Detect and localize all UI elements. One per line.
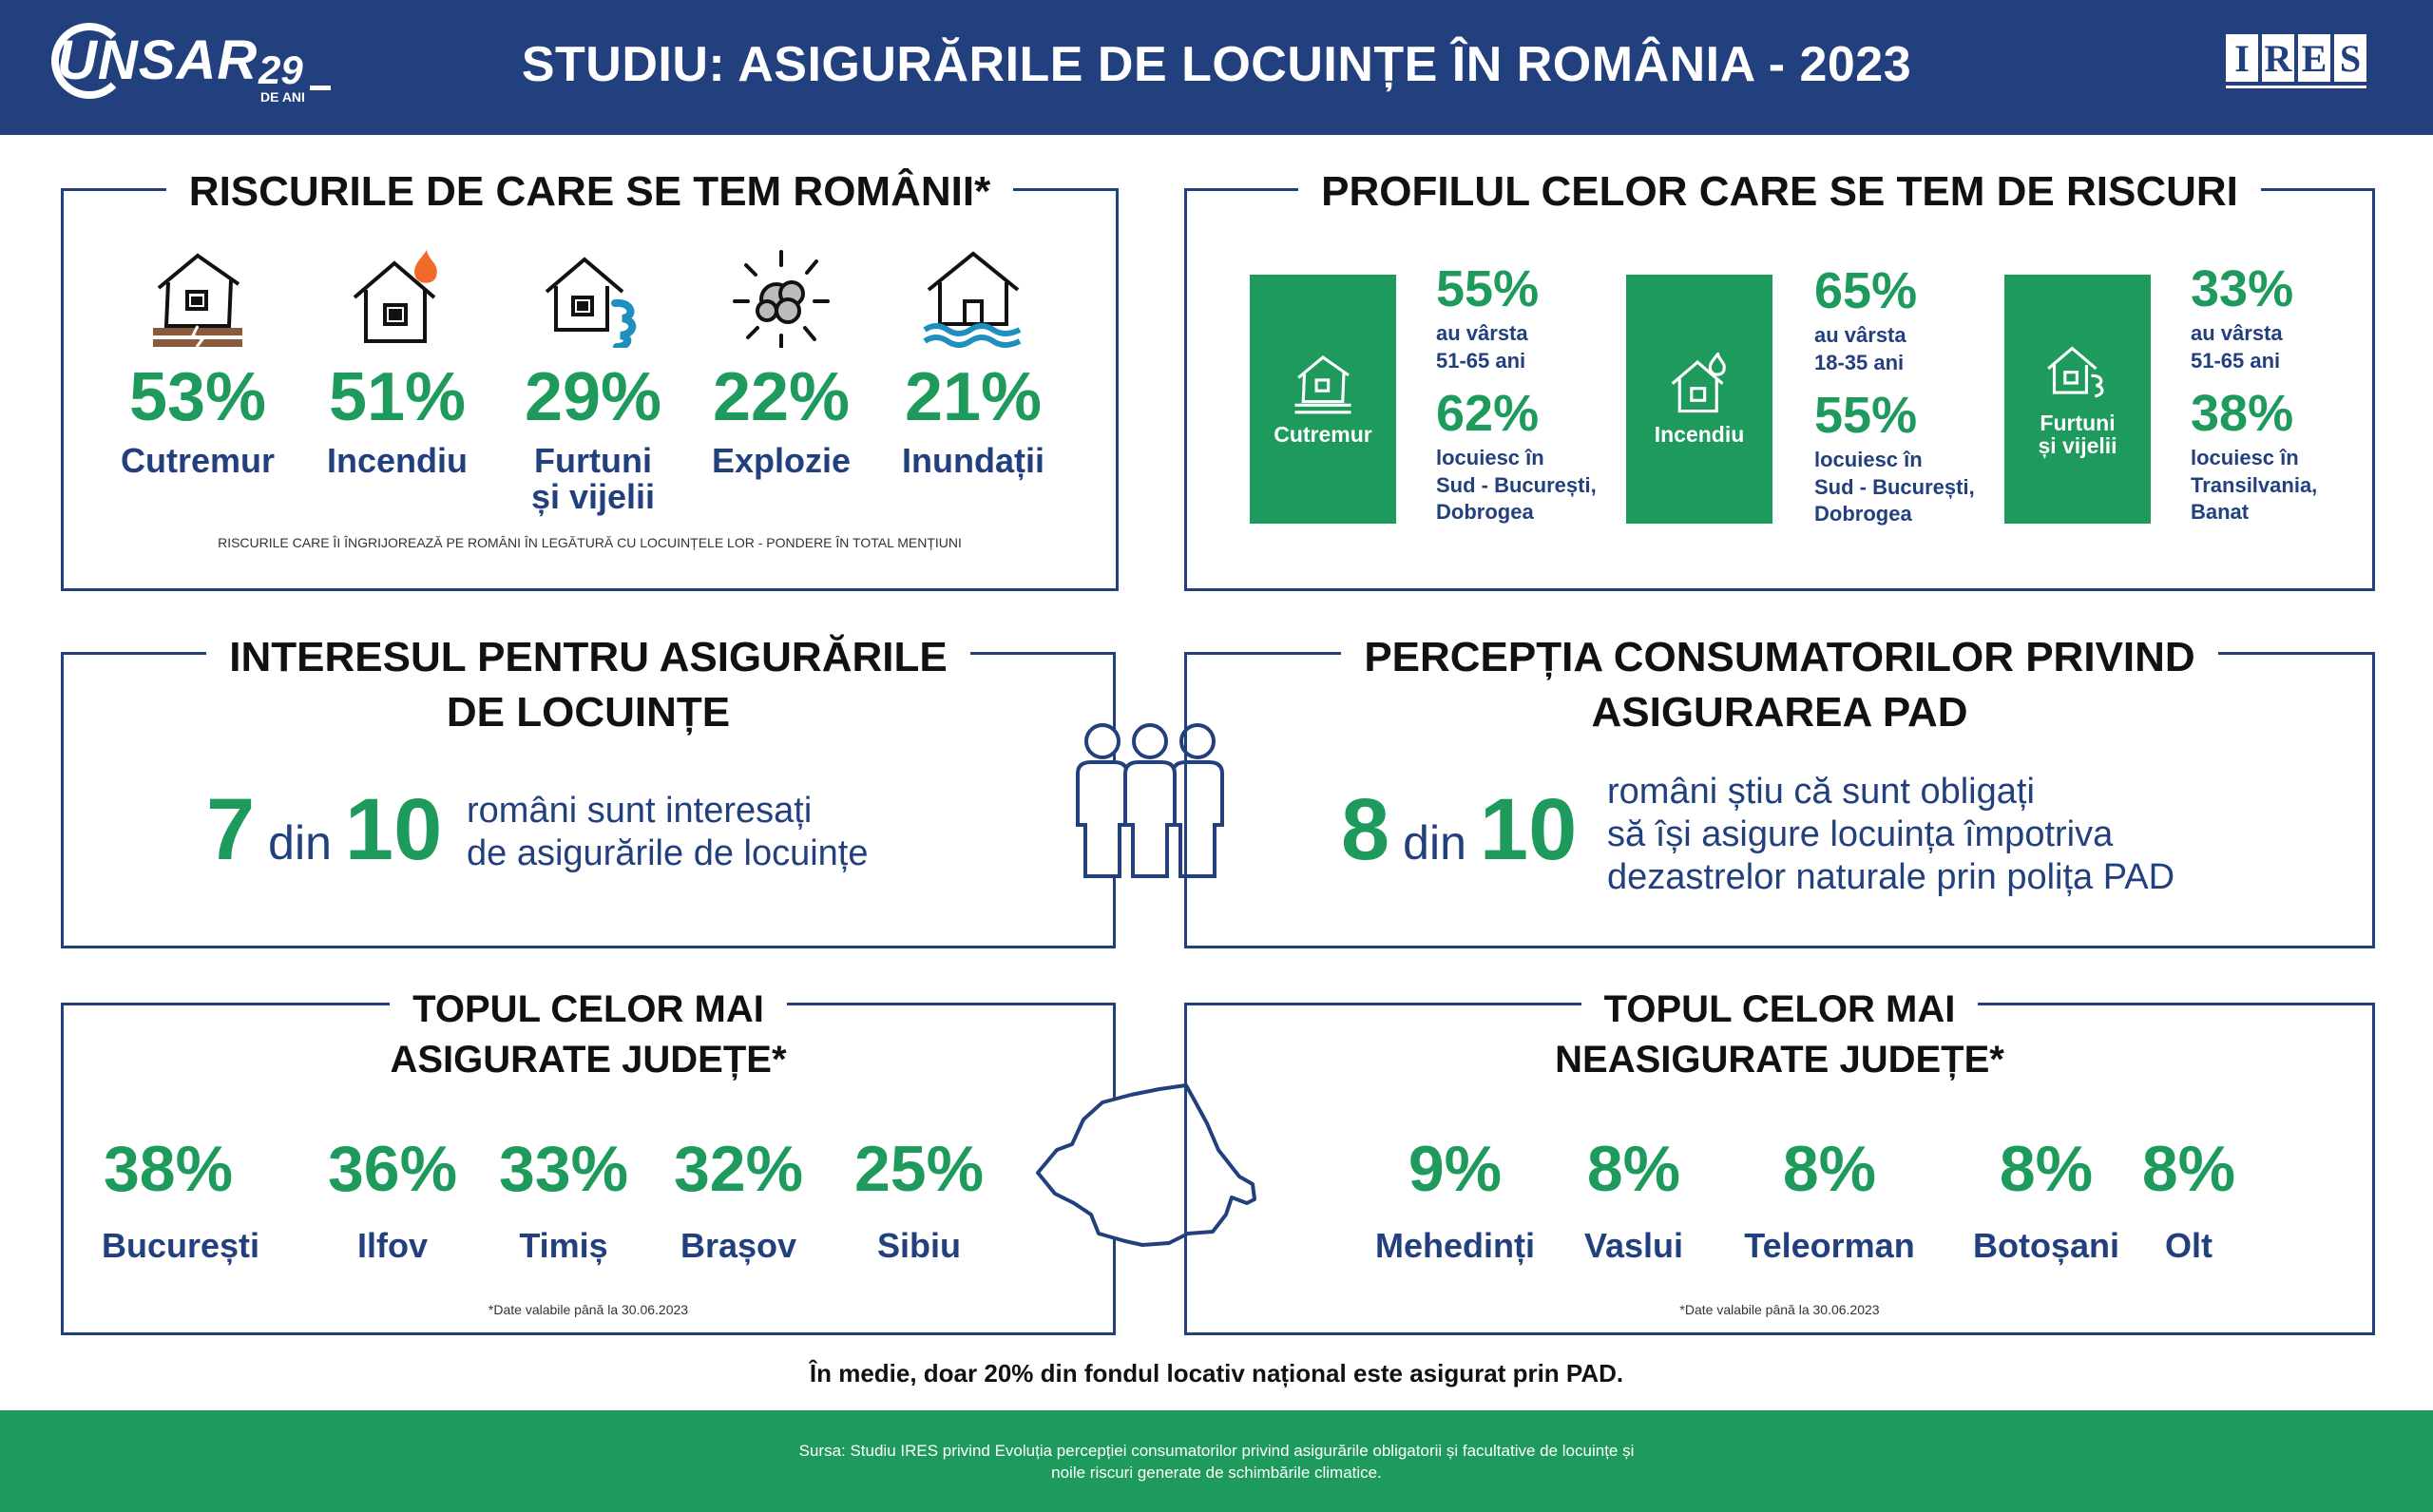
risks-footnote: RISCURILE CARE ÎI ÎNGRIJOREAZĂ PE ROMÂNI ÎN LEGĂTURĂ CU LOCUINȚELE LOR - PONDERE ÎN TOTAL MENȚIUNI	[218, 535, 962, 550]
perception-ratio-num: 8	[1341, 781, 1390, 878]
county-pct: 36%	[327, 1133, 458, 1205]
page-title: STUDIU: ASIGURĂRILE DE LOCUINȚE ÎN ROMÂNIA - 2023	[521, 37, 1912, 92]
risk-label-line: și vijelii	[530, 476, 656, 516]
risk-pct: 22%	[712, 359, 851, 435]
perception-ratio	[1341, 780, 1577, 880]
earthquake-house-icon	[145, 248, 250, 348]
interest-title: INTERESUL PENTRU ASIGURĂRILE DE LOCUINȚE	[64, 630, 1113, 740]
profile-card-furtuni	[2004, 275, 2151, 524]
risks-title: RISCURILE DE CARE SE TEM ROMÂNII*	[64, 168, 1116, 216]
profile-stat-region-pct: 62%	[1436, 385, 1540, 443]
county-item	[2141, 1133, 2236, 1266]
profile-panel	[1184, 168, 2375, 591]
county-pct: 25%	[853, 1133, 985, 1205]
ires-logo-letter: S	[2334, 34, 2366, 82]
ires-logo-letter: E	[2298, 34, 2330, 82]
top-uninsured-panel	[1184, 988, 2375, 1335]
perception-title: PERCEPȚIA CONSUMATORILOR PRIVIND ASIGURAREA PAD	[1187, 630, 2372, 740]
ires-logo-tagline-line	[2226, 86, 2366, 88]
county-name: Timiș	[519, 1226, 608, 1265]
profile-stat-region-pct: 38%	[2191, 385, 2294, 443]
county-name: Teleorman	[1744, 1226, 1915, 1265]
source-line: noile riscuri generate de schimbările climatice.	[1051, 1463, 1382, 1482]
county-item	[853, 1133, 986, 1266]
perception-ratio-din: din	[1403, 816, 1466, 870]
county-pct: 8%	[1782, 1133, 1877, 1205]
ires-logo	[2226, 34, 2373, 101]
top-insured-panel	[61, 988, 1116, 1335]
profile-stats	[2191, 260, 2318, 526]
profile-stat-age-pct: 55%	[1436, 260, 1540, 317]
county-name: Botoșani	[1972, 1226, 2119, 1265]
profile-stat-age-label: au vârsta 51-65 ani	[1436, 321, 1528, 373]
county-name: Sibiu	[877, 1226, 961, 1265]
county-name: Brașov	[680, 1226, 797, 1265]
profile-stat-region-label: locuiesc în Sud - București, Dobrogea	[1814, 448, 1975, 526]
county-item	[326, 1133, 459, 1266]
ires-logo-letter: I	[2226, 34, 2258, 82]
profile-stat-age-label: au vârsta 51-65 ani	[2191, 321, 2283, 373]
profile-stats	[1436, 260, 1597, 526]
perception-text: români știu că sunt obligați să își asigure locuința împotriva dezastrelor naturale prin polița PAD	[1607, 772, 2175, 897]
county-item	[102, 1133, 260, 1266]
explosion-icon	[729, 248, 833, 348]
risk-label	[503, 443, 683, 515]
profile-card-label: Cutremur	[1274, 421, 1372, 447]
profile-stat-age-pct: 65%	[1814, 262, 1918, 319]
profile-stat-region-label: locuiesc în Transilvania, Banat	[2191, 446, 2318, 525]
top-insured-footnote: *Date valabile până la 30.06.2023	[488, 1302, 689, 1317]
storm-house-icon	[2044, 341, 2111, 404]
county-name: Mehedinți	[1375, 1226, 1535, 1265]
unsar-logo-years: 29	[259, 48, 303, 92]
average-note: În medie, doar 20% din fondul locativ național este asigurat prin PAD.	[809, 1359, 1624, 1388]
footer-bar	[0, 1410, 2433, 1512]
risk-item-furtuni	[503, 248, 683, 515]
risk-item-explozie	[691, 248, 872, 479]
risk-label-line: Furtuni	[534, 441, 652, 480]
risk-pct: 29%	[524, 359, 662, 435]
top-insured-title: TOPUL CELOR MAI ASIGURATE JUDEȚE*	[64, 985, 1113, 1085]
risk-label: Cutremur	[120, 441, 276, 480]
profile-stat-region-label: locuiesc în Sud - București, Dobrogea	[1436, 446, 1597, 525]
profile-stat-region-pct: 55%	[1814, 387, 1918, 445]
county-pct: 33%	[498, 1133, 629, 1205]
fire-house-icon	[345, 248, 450, 348]
county-pct: 38%	[103, 1133, 234, 1205]
profile-stats	[1814, 262, 1975, 528]
county-name: București	[102, 1226, 260, 1265]
perception-panel	[1184, 634, 2375, 948]
county-item	[1951, 1133, 2141, 1266]
profile-card-label: Incendiu	[1654, 421, 1745, 447]
profile-stat-age-label: au vârsta 18-35 ani	[1814, 323, 1906, 374]
risk-pct: 51%	[328, 359, 467, 435]
county-pct: 32%	[673, 1133, 804, 1205]
interest-ratio-num: 7	[206, 781, 256, 878]
risk-label: Inundații	[902, 441, 1044, 480]
storm-house-icon	[541, 248, 645, 348]
county-pct: 8%	[1586, 1133, 1681, 1205]
interest-ratio-den: 10	[344, 781, 443, 878]
county-name: Olt	[2165, 1226, 2213, 1265]
risks-panel	[61, 168, 1119, 591]
county-name: Vaslui	[1583, 1226, 1684, 1265]
county-name: Ilfov	[356, 1226, 428, 1265]
risk-item-inundatii	[883, 248, 1063, 479]
risk-pct: 53%	[128, 359, 267, 435]
risk-pct: 21%	[904, 359, 1043, 435]
interest-text: români sunt interesați de asigurările de locuințe	[467, 791, 869, 873]
profile-title: PROFILUL CELOR CARE SE TEM DE RISCURI	[1187, 168, 2372, 216]
risk-label: Incendiu	[326, 441, 468, 480]
profile-card-label: Furtuni și vijelii	[2038, 410, 2117, 458]
profile-stat-age-pct: 33%	[2191, 260, 2294, 317]
county-pct: 9%	[1408, 1133, 1503, 1205]
unsar-logo-text: UNSAR	[57, 29, 259, 91]
profile-card-cutremur	[1250, 275, 1396, 524]
county-pct: 8%	[2141, 1133, 2236, 1205]
flood-house-icon	[921, 248, 1025, 348]
fire-house-icon	[1666, 353, 1733, 415]
perception-ratio-den: 10	[1479, 781, 1578, 878]
county-item	[1734, 1133, 1925, 1266]
county-item	[672, 1133, 805, 1266]
interest-ratio-din: din	[268, 816, 332, 870]
county-item	[497, 1133, 630, 1266]
risk-item-cutremur	[107, 248, 288, 479]
unsar-logo-years-sub: DE ANI	[260, 89, 305, 105]
top-uninsured-title: TOPUL CELOR MAI NEASIGURATE JUDEȚE*	[1187, 985, 2372, 1085]
interest-panel	[61, 634, 1116, 948]
county-item	[1577, 1133, 1691, 1266]
source-line: Sursa: Studiu IRES privind Evoluția percepției consumatorilor privind asigurările obligatorii și facultative de locuințe și	[798, 1442, 1635, 1460]
interest-ratio	[206, 780, 442, 880]
earthquake-house-icon	[1290, 353, 1356, 415]
profile-card-incendiu	[1626, 275, 1772, 524]
ires-logo-letter: R	[2262, 34, 2294, 82]
county-pct: 8%	[1999, 1133, 2094, 1205]
risk-item-incendiu	[307, 248, 488, 479]
header-bar	[0, 0, 2433, 135]
top-uninsured-footnote: *Date valabile până la 30.06.2023	[1679, 1302, 1880, 1317]
risk-label: Explozie	[711, 441, 852, 480]
county-item	[1360, 1133, 1550, 1266]
